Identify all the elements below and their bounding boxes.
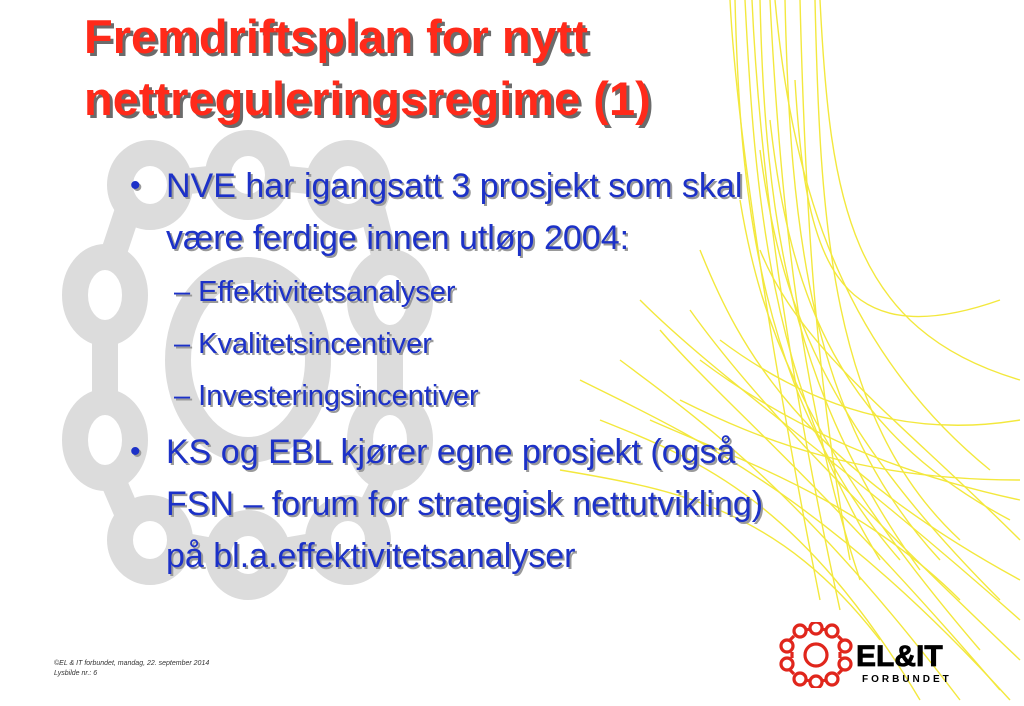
network-logo-icon <box>781 622 851 688</box>
logo-wordmark: EL&IT <box>856 640 943 673</box>
sub-item-effektivitet: – Effektivitetsanalyser <box>174 276 456 308</box>
sub-item-kvalitet: – Kvalitetsincentiver <box>174 328 432 360</box>
slide-title <box>84 6 844 130</box>
bullet-item-ks-ebl <box>128 426 928 582</box>
bullet-text-line: FSN – forum for strategisk nettutvikling) <box>166 485 764 523</box>
bullet-text-line: på bl.a.effektivitetsanalyser <box>166 537 576 575</box>
logo-subtitle: FORBUNDET <box>862 674 952 685</box>
sub-list-container <box>128 266 928 422</box>
title-line-2: nettreguleringsregime (1) <box>84 72 651 125</box>
slide-footer <box>54 659 209 679</box>
bullet-glyph: • <box>130 435 141 468</box>
sub-item-investering: – Investeringsincentiver <box>174 380 479 412</box>
bullet-glyph: • <box>130 169 141 202</box>
sub-bullet-list <box>128 266 928 422</box>
bullet-text-line: KS og EBL kjører egne prosjekt (også <box>166 433 736 471</box>
bullet-item-nve <box>128 160 928 264</box>
bullet-text-line: være ferdige innen utløp 2004: <box>166 219 630 257</box>
el-it-logo <box>778 622 990 688</box>
footer-slide-number: Lysbilde nr.: 6 <box>54 670 98 677</box>
bullet-text-line: NVE har igangsatt 3 prosjekt som skal <box>166 167 743 205</box>
title-line-1: Fremdriftsplan for nytt <box>84 10 588 63</box>
bullet-list <box>128 160 928 582</box>
footer-copyright: ©EL & IT forbundet, mandag, 22. september 2014 <box>54 660 210 667</box>
